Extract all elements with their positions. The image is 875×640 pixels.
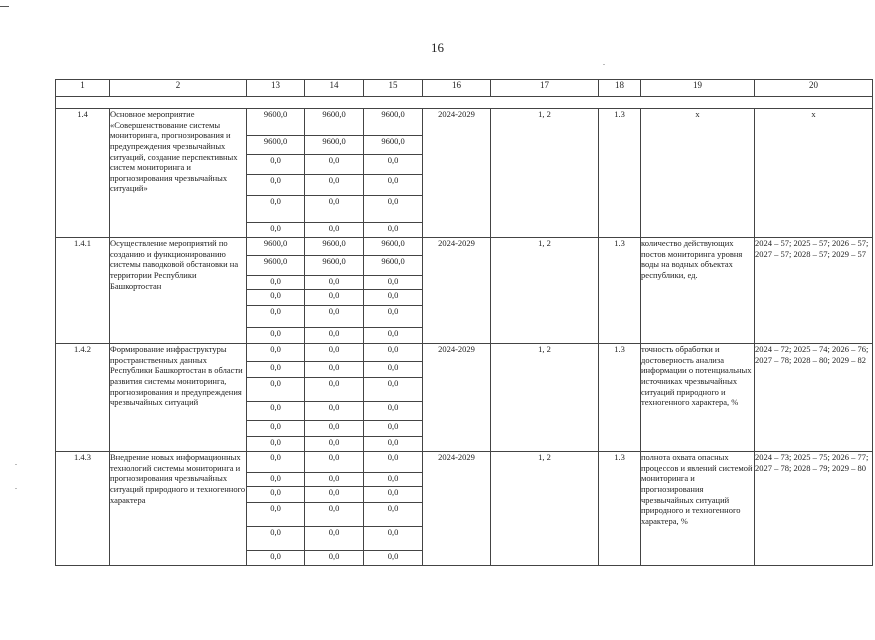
funding-value: 0,0 [305,306,364,328]
funding-value: 0,0 [305,276,364,290]
funding-value: 0,0 [247,503,305,527]
task-reference: 1, 2 [491,238,599,344]
funding-value: 0,0 [364,452,423,473]
indicator-values: 2024 – 73; 2025 – 75; 2026 – 77; 2027 – 78; 2028 – 79; 2029 – 80 [755,452,873,566]
indicator-values: 2024 – 72; 2025 – 74; 2026 – 76; 2027 – 78; 2028 – 80; 2029 – 82 [755,344,873,452]
funding-value: 0,0 [364,306,423,328]
measure-name: Осуществление мероприятий по созданию и функционированию системы паводковой обстановки на территории Республики Башкортостан [110,238,247,344]
implementation-period: 2024-2029 [423,109,491,238]
task-reference: 1, 2 [491,344,599,452]
task-reference: 1, 2 [491,452,599,566]
funding-value: 0,0 [247,155,305,175]
funding-value: 0,0 [305,290,364,306]
measure-name: Основное мероприятие «Совершенствование системы мониторинга, прогнозирования и предупреждения чрезвычайных ситуаций, создание перспективных систем мониторинга и прогнозирования чрезвычайных ситуаций» [110,109,247,238]
funding-value: 0,0 [305,175,364,196]
funding-value: 0,0 [305,452,364,473]
funding-value: 0,0 [247,328,305,344]
funding-value: 0,0 [305,155,364,175]
indicator-name: точность обработки и достоверность анализа информации о потенциальных источниках чрезвычайных ситуаций природного и техногенного характера, % [641,344,755,452]
spacer-row [56,97,873,109]
row-number: 1.4.3 [56,452,110,566]
page-number: 16 [431,40,444,55]
funding-value: 0,0 [305,402,364,421]
funding-value: 0,0 [364,362,423,378]
indicator-reference: 1.3 [599,344,641,452]
funding-value: 0,0 [247,290,305,306]
funding-value: 0,0 [305,328,364,344]
spacer-cell [56,97,873,109]
indicator-values: 2024 – 57; 2025 – 57; 2026 – 57; 2027 – 57; 2028 – 57; 2029 – 57 [755,238,873,344]
funding-value: 9600,0 [247,238,305,256]
table-row [56,344,873,362]
table-row [56,109,873,136]
measure-name: Внедрение новых информационных технологий системы мониторинга и прогнозирования чрезвычайных ситуаций природного и техногенного характера [110,452,247,566]
funding-value: 0,0 [364,421,423,437]
column-header: 15 [364,80,423,97]
funding-value: 0,0 [305,196,364,223]
funding-value: 0,0 [364,402,423,421]
funding-value: 0,0 [247,402,305,421]
row-number: 1.4.2 [56,344,110,452]
funding-value: 0,0 [364,473,423,487]
funding-value: 0,0 [247,362,305,378]
column-header: 14 [305,80,364,97]
indicator-name: полнота охвата опасных процессов и явлений системой мониторинга и прогнозирования чрезвычайных ситуаций природного и техногенного характера, % [641,452,755,566]
scan-mark [603,64,605,65]
funding-value: 0,0 [305,473,364,487]
funding-value: 0,0 [364,290,423,306]
column-header: 13 [247,80,305,97]
funding-value: 9600,0 [364,256,423,276]
funding-value: 0,0 [247,452,305,473]
column-header: 17 [491,80,599,97]
column-header: 19 [641,80,755,97]
scan-mark [15,488,17,489]
measure-name: Формирование инфраструктуры пространственных данных Республики Башкортостан в области развития системы мониторинга, прогнозирования и предупреждения чрезвычайных ситуаций [110,344,247,452]
funding-value: 0,0 [364,487,423,503]
indicator-name: количество действующих постов мониторинга уровня воды на водных объектах республики, ед. [641,238,755,344]
funding-value: 0,0 [247,306,305,328]
funding-value: 0,0 [247,421,305,437]
funding-value: 0,0 [364,344,423,362]
funding-value: 0,0 [305,503,364,527]
funding-value: 9600,0 [364,136,423,155]
column-header: 20 [755,80,873,97]
funding-value: 0,0 [247,437,305,452]
funding-value: 9600,0 [305,238,364,256]
funding-value: 0,0 [247,344,305,362]
column-header: 16 [423,80,491,97]
funding-value: 0,0 [305,551,364,566]
funding-value: 0,0 [247,175,305,196]
table-row [56,238,873,256]
funding-value: 9600,0 [247,136,305,155]
funding-value: 0,0 [247,551,305,566]
funding-value: 0,0 [364,175,423,196]
funding-value: 0,0 [247,196,305,223]
funding-value: 0,0 [364,527,423,551]
column-header: 1 [56,80,110,97]
funding-value: 0,0 [247,276,305,290]
funding-value: 9600,0 [305,109,364,136]
row-number: 1.4.1 [56,238,110,344]
indicator-reference: 1.3 [599,238,641,344]
funding-value: 0,0 [247,223,305,238]
funding-value: 9600,0 [364,109,423,136]
funding-value: 0,0 [364,223,423,238]
funding-value: 0,0 [364,328,423,344]
funding-value: 9600,0 [364,238,423,256]
funding-value: 0,0 [247,487,305,503]
funding-value: 0,0 [305,527,364,551]
indicator-values: x [755,109,873,238]
indicator-reference: 1.3 [599,109,641,238]
page-edge-mark [0,6,9,7]
funding-value: 9600,0 [247,109,305,136]
funding-value: 0,0 [247,473,305,487]
implementation-period: 2024-2029 [423,238,491,344]
funding-value: 0,0 [305,223,364,238]
funding-value: 0,0 [247,527,305,551]
funding-value: 0,0 [364,378,423,402]
program-table [55,79,873,566]
funding-value: 9600,0 [305,256,364,276]
funding-value: 0,0 [305,362,364,378]
implementation-period: 2024-2029 [423,344,491,452]
column-header: 2 [110,80,247,97]
scan-mark [15,464,17,465]
column-header: 18 [599,80,641,97]
funding-value: 0,0 [364,196,423,223]
funding-value: 9600,0 [247,256,305,276]
funding-value: 9600,0 [305,136,364,155]
funding-value: 0,0 [364,276,423,290]
funding-value: 0,0 [305,378,364,402]
funding-value: 0,0 [305,437,364,452]
funding-value: 0,0 [305,487,364,503]
funding-value: 0,0 [305,421,364,437]
indicator-reference: 1.3 [599,452,641,566]
funding-value: 0,0 [364,503,423,527]
funding-value: 0,0 [364,437,423,452]
funding-value: 0,0 [305,344,364,362]
funding-value: 0,0 [247,378,305,402]
row-number: 1.4 [56,109,110,238]
implementation-period: 2024-2029 [423,452,491,566]
funding-value: 0,0 [364,551,423,566]
task-reference: 1, 2 [491,109,599,238]
funding-value: 0,0 [364,155,423,175]
indicator-name: x [641,109,755,238]
table-row [56,452,873,473]
header-row [56,80,873,97]
